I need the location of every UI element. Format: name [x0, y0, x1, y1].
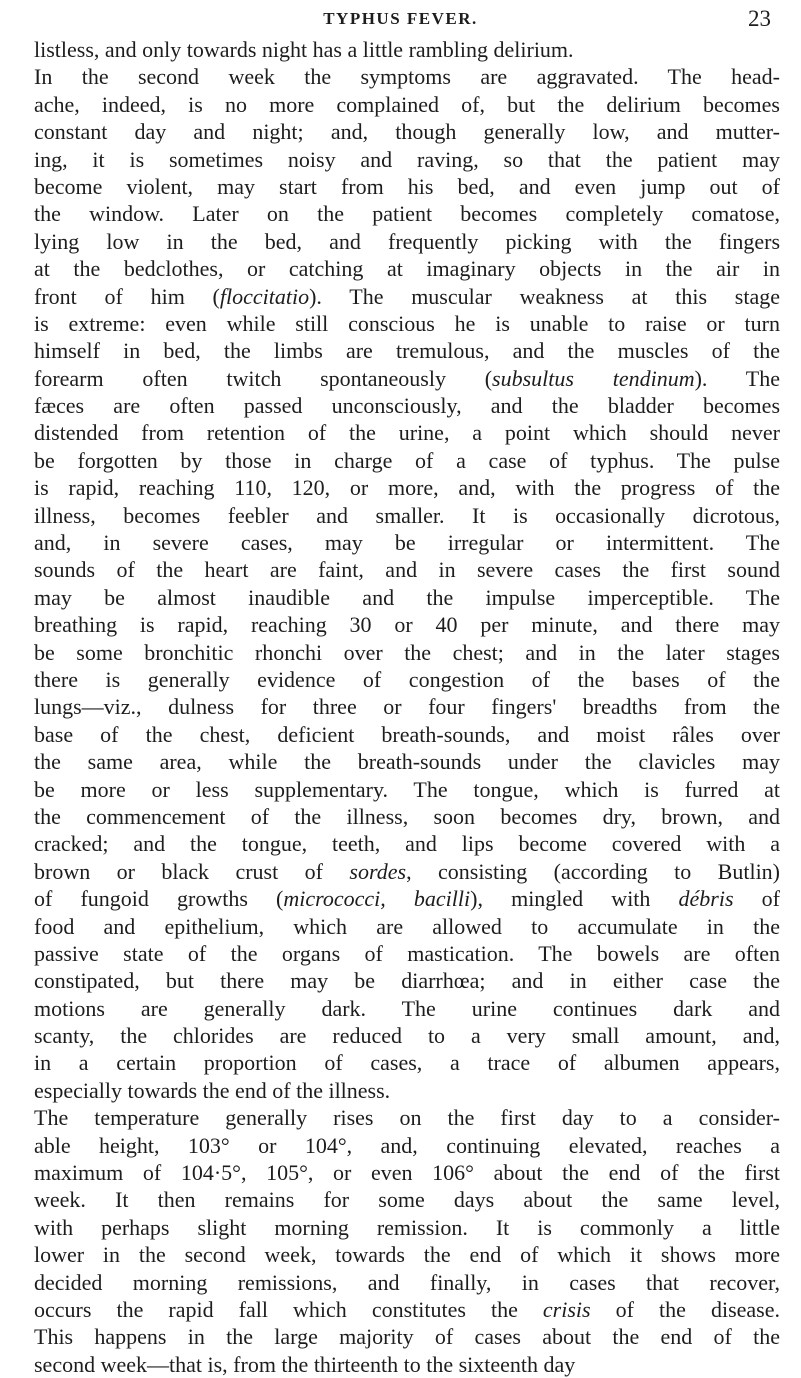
- text-line: [34, 885, 780, 912]
- text-line: [34, 584, 780, 611]
- text-line: [34, 1049, 780, 1076]
- text-line: [34, 776, 780, 803]
- text-line: [34, 995, 780, 1022]
- text-line: [34, 502, 780, 529]
- text-run: in a certain proportion of cases, a trace of albumen appears,: [34, 1050, 780, 1076]
- text-run: of fungoid growths (: [34, 886, 284, 912]
- text-run: be forgotten by those in charge of a case of typhus. The pulse: [34, 447, 780, 473]
- text-line: [34, 419, 780, 446]
- text-run: brown or black crust of: [34, 858, 350, 884]
- text-run: ). The muscular weakness at this stage: [309, 283, 780, 309]
- text-line: [34, 337, 780, 364]
- running-head-title: TYPHUS FEVER.: [323, 9, 478, 28]
- text-line: [34, 858, 780, 885]
- text-line: [34, 118, 780, 145]
- text-line: [34, 392, 780, 419]
- text-run: of: [733, 886, 780, 912]
- text-run: listless, and only towards night has a little rambling delirium.: [34, 37, 574, 62]
- text-line: [34, 1296, 780, 1323]
- text-run: the same area, while the breath-sounds under the clavicles may: [34, 749, 780, 775]
- text-line: [34, 639, 780, 666]
- text-run: there is generally evidence of congestion of the bases of the: [34, 666, 780, 692]
- text-run: fæces are often passed unconsciously, and the bladder becomes: [34, 393, 780, 419]
- text-run: sounds of the heart are faint, and in severe cases the first sound: [34, 557, 780, 583]
- text-line: [34, 913, 780, 940]
- text-line: [34, 365, 780, 392]
- text-line: [34, 447, 780, 474]
- text-line: [34, 310, 780, 337]
- text-line: [34, 1104, 780, 1131]
- text-run: decided morning remissions, and finally, in cases that recover,: [34, 1269, 780, 1295]
- running-head: [0, 4, 801, 34]
- text-line: [34, 200, 780, 227]
- text-line: [34, 283, 780, 310]
- text-line: [34, 666, 780, 693]
- text-run: be some bronchitic rhonchi over the chest; and in the later stages: [34, 639, 780, 665]
- text-run: maximum of 104·5°, 105°, or even 106° about the end of the first: [34, 1160, 780, 1186]
- text-run: lungs—viz., dulness for three or four fingers' breadths from the: [34, 694, 780, 720]
- text-run: himself in bed, the limbs are tremulous, and the muscles of the: [34, 338, 780, 364]
- text-run: of the disease.: [590, 1296, 780, 1322]
- text-line: [34, 803, 780, 830]
- text-line: [34, 1077, 780, 1104]
- text-run: cracked; and the tongue, teeth, and lips become covered with a: [34, 831, 780, 857]
- text-line: [34, 228, 780, 255]
- text-line: [34, 1186, 780, 1213]
- text-line: [34, 173, 780, 200]
- text-line: [34, 1022, 780, 1049]
- text-run: the window. Later on the patient becomes completely comatose,: [34, 201, 780, 227]
- text-run: scanty, the chlorides are reduced to a very small amount, and,: [34, 1023, 780, 1049]
- text-run: front of him (: [34, 283, 220, 309]
- text-line: [34, 1132, 780, 1159]
- text-run: The temperature generally rises on the first day to a consider-: [34, 1105, 780, 1131]
- italic-term: subsultus tendinum: [492, 365, 695, 391]
- text-run: This happens in the large majority of cases about the end of the: [34, 1324, 780, 1350]
- text-run: especially towards the end of the illness.: [34, 1077, 391, 1103]
- text-line: [34, 255, 780, 282]
- text-run: passive state of the organs of mastication. The bowels are often: [34, 940, 780, 966]
- text-run: lying low in the bed, and frequently picking with the fingers: [34, 228, 780, 254]
- text-line: [34, 1269, 780, 1296]
- body-text: [34, 36, 780, 1378]
- text-line: [34, 830, 780, 857]
- text-run: constipated, but there may be diarrhœa; and in either case the: [34, 968, 780, 994]
- italic-term: micrococci, bacilli: [283, 886, 471, 912]
- text-run: ache, indeed, is no more complained of, but the delirium becomes: [34, 91, 780, 117]
- text-line: [34, 967, 780, 994]
- text-line: [34, 36, 780, 63]
- text-line: [34, 721, 780, 748]
- text-run: food and epithelium, which are allowed to accumulate in the: [34, 913, 780, 939]
- text-run: occurs the rapid fall which constitutes the: [34, 1296, 543, 1322]
- text-run: the commencement of the illness, soon becomes dry, brown, and: [34, 803, 780, 829]
- text-line: [34, 940, 780, 967]
- text-line: [34, 556, 780, 583]
- text-run: and, in severe cases, may be irregular or intermittent. The: [34, 530, 780, 556]
- text-line: [34, 91, 780, 118]
- text-run: second week—that is, from the thirteenth to the sixteenth day: [34, 1351, 576, 1377]
- text-line: [34, 611, 780, 638]
- text-line: [34, 146, 780, 173]
- text-run: is rapid, reaching 110, 120, or more, and, with the progress of the: [34, 475, 780, 501]
- text-run: ing, it is sometimes noisy and raving, so that the patient may: [34, 146, 780, 172]
- italic-term: sordes: [349, 858, 407, 884]
- text-run: is extreme: even while still conscious he is unable to raise or turn: [34, 310, 780, 336]
- text-run: motions are generally dark. The urine continues dark and: [34, 995, 780, 1021]
- text-line: [34, 748, 780, 775]
- italic-term: floccitatio: [219, 283, 310, 309]
- italic-term: débris: [678, 886, 734, 912]
- text-run: distended from retention of the urine, a point which should never: [34, 420, 780, 446]
- text-run: lower in the second week, towards the end of which it shows more: [34, 1242, 780, 1268]
- text-run: In the second week the symptoms are aggravated. The head-: [34, 64, 780, 90]
- text-run: illness, becomes feebler and smaller. It is occasionally dicrotous,: [34, 502, 780, 528]
- text-run: may be almost inaudible and the impulse imperceptible. The: [34, 584, 780, 610]
- text-line: [34, 1351, 780, 1378]
- text-run: be more or less supplementary. The tongue, which is furred at: [34, 776, 780, 802]
- text-line: [34, 1214, 780, 1241]
- text-line: [34, 63, 780, 90]
- text-line: [34, 1241, 780, 1268]
- text-run: ), mingled with: [470, 886, 679, 912]
- text-run: ). The: [694, 365, 780, 391]
- text-run: breathing is rapid, reaching 30 or 40 per minute, and there may: [34, 612, 780, 638]
- text-run: forearm often twitch spontaneously (: [34, 365, 493, 391]
- text-run: base of the chest, deficient breath-sounds, and moist râles over: [34, 721, 780, 747]
- text-run: , consisting (according to Butlin): [406, 858, 781, 884]
- text-line: [34, 529, 780, 556]
- text-run: become violent, may start from his bed, and even jump out of: [34, 173, 780, 199]
- text-run: at the bedclothes, or catching at imaginary objects in the air in: [34, 256, 780, 282]
- text-run: with perhaps slight morning remission. It is commonly a little: [34, 1214, 780, 1240]
- page-number: 23: [748, 6, 771, 31]
- text-line: [34, 693, 780, 720]
- text-run: constant day and night; and, though generally low, and mutter-: [34, 119, 780, 145]
- text-run: able height, 103° or 104°, and, continuing elevated, reaches a: [34, 1132, 780, 1158]
- text-line: [34, 1323, 780, 1350]
- text-line: [34, 474, 780, 501]
- text-run: week. It then remains for some days about the same level,: [34, 1187, 780, 1213]
- text-line: [34, 1159, 780, 1186]
- italic-term: crisis: [542, 1296, 591, 1322]
